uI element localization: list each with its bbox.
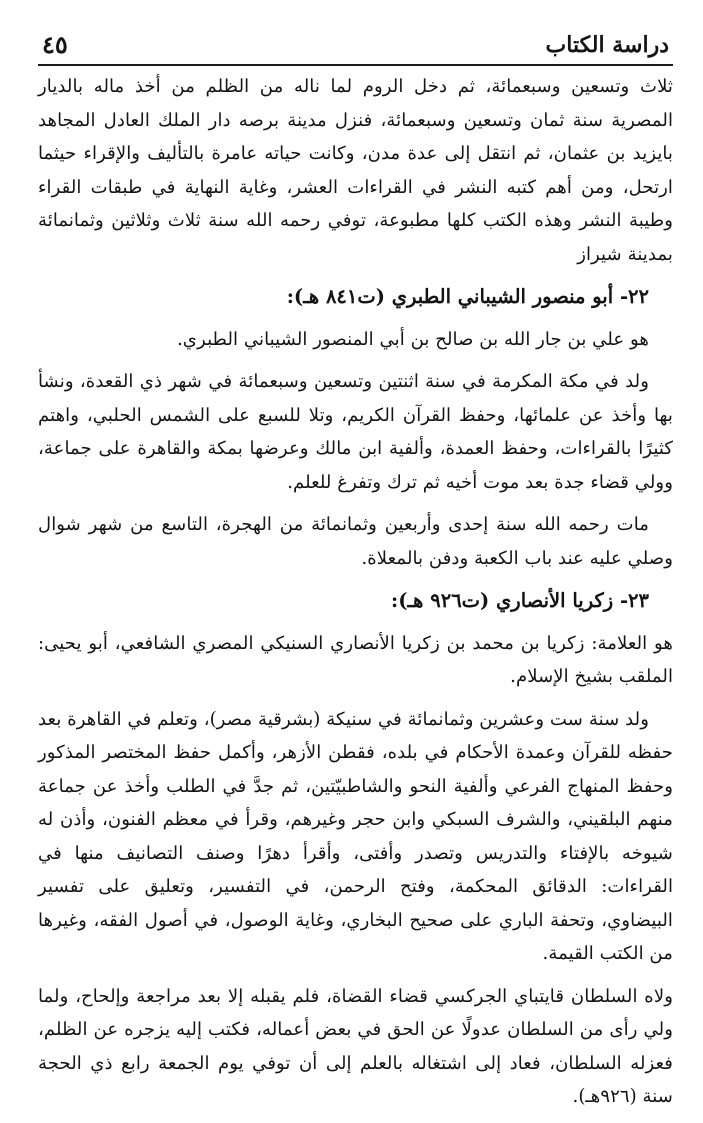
paragraph: ولد في مكة المكرمة في سنة اثنتين وتسعين وسبعمائة في شهر ذي القعدة، ونشأ بها وأخذ عن علمائها، وحفظ القرآن الكريم، وتلا للسبع على الشمس الحلبي، واهتم كثيرًا بالقراءات، وحفظ العمدة، وألفية ابن مالك وعرضها بمكة والقاهرة على جماعة، وولي قضاء جدة بعد موت أخيه ثم ترك وتفرغ للعلم. (38, 371, 673, 493)
paragraph-continuation: ثلاث وتسعين وسبعمائة، ثم دخل الروم لما ناله من الظلم من أخذ ماله بالديار المصرية سنة ثمان وتسعين وسبعمائة، فنزل مدينة برصه دار الملك العادل المجاهد بايزيد بن عثمان، ثم انتقل إلى عدة مدن، وكانت حياته عامرة بالتأليف والإقراء حيثما ارتحل، ومن أهم كتبه النشر في القراءات العشر، وغاية النهاية في طبقات القراء وطيبة النشر وهذه الكتب كلها مطبوعة، توفي رحمه الله سنة ثلاث وثلاثين وثمانمائة بمدينة شيراز (38, 76, 673, 265)
page-number: ٤٥ (42, 30, 68, 59)
page-header (38, 28, 673, 66)
paragraph: هو العلامة: زكريا بن محمد بن زكريا الأنصاري السنيكي المصري الشافعي، أبو يحيى: الملقب بشيخ الإسلام. (38, 632, 673, 687)
paragraph: مات رحمه الله سنة إحدى وأربعين وثمانمائة من الهجرة، التاسع من شهر شوال وصلي عليه عند باب الكعبة ودفن بالمعلاة. (38, 514, 673, 569)
paragraph: ولد سنة ست وعشرين وثمانمائة في سنيكة (بشرقية مصر)، وتعلم في القاهرة بعد حفظه للقرآن وعمدة الأحكام في بلده، فقطن الأزهر، وأكمل حفظ المختصر المذكور وحفظ المنهاج الفرعي وألفية النحو والشاطبيّتين، ثم جدَّ في الطلب وأخذ عن جماعة منهم البلقيني، والشرف السبكي وابن حجر وغيرهم، وقرأ في معظم الفنون، وأذن له شيوخه بالإفتاء والتدريس وتصدر وأفتى، وأقرأ دهرًا وصنف التصانيف منها في القراءات: الدقائق المحكمة، وفتح الرحمن، في التفسير، وتعليق على تفسير البيضاوي، وتحفة الباري على صحيح البخاري، وغاية الوصول، في أصول الفقه، وغيرها من الكتب القيمة. (38, 708, 673, 964)
paragraph: هو علي بن جار الله بن صالح بن أبي المنصور الشيباني الطبري. (177, 328, 649, 350)
paragraph: ولاه السلطان قايتباي الجركسي قضاء القضاة، فلم يقبله إلا بعد مراجعة وإلحاح، ولما ولي رأى من السلطان عدولًا عن الحق في بعض أعماله، فكتب إليه يزجره عن الظلم، فعزله السلطان، فعاد إلى اشتغاله بالعلم إلى أن توفي يوم الجمعة رابع ذي الحجة سنة (٩٢٦هـ). (38, 985, 673, 1107)
section-heading-23: ٢٣- زكريا الأنصاري (ت٩٢٦ هـ): (391, 589, 649, 612)
section-heading-22: ٢٢- أبو منصور الشيباني الطبري (ت٨٤١ هـ): (286, 285, 649, 308)
page-body (38, 70, 673, 1123)
running-title: دراسة الكتاب (545, 32, 669, 58)
